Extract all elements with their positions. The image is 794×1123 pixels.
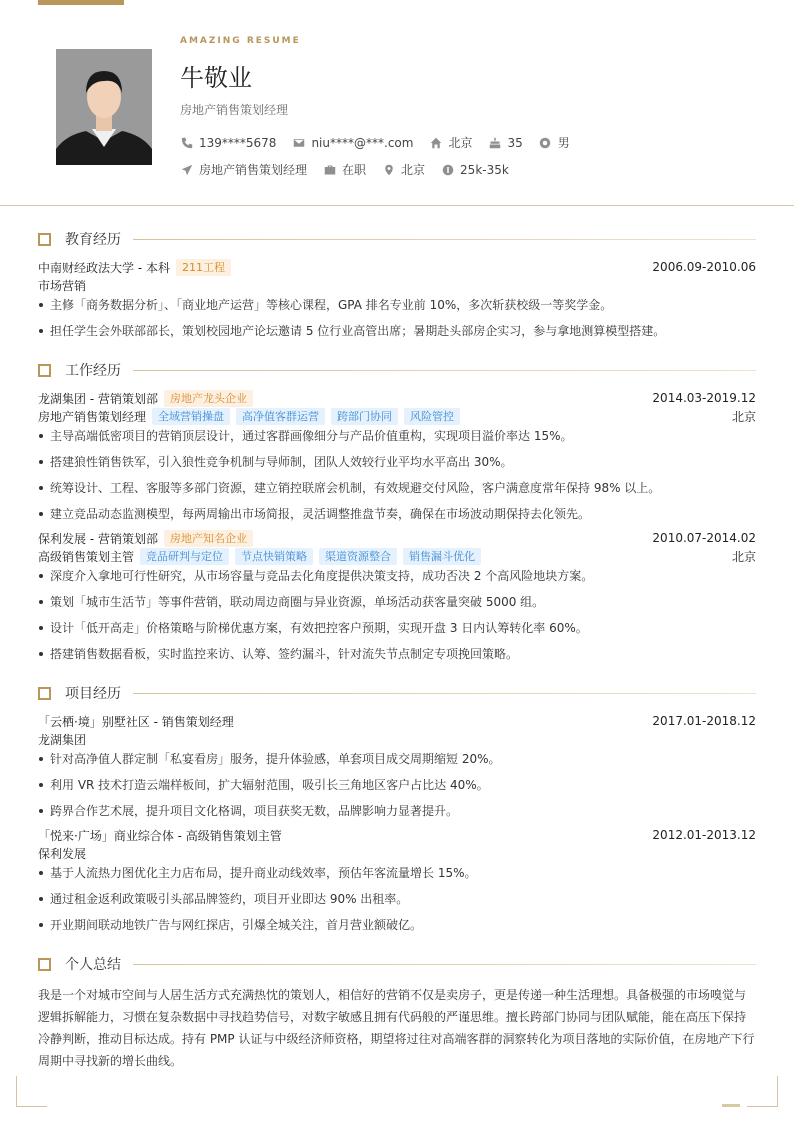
city-text: 北京 — [448, 136, 473, 150]
corner-ornament-right — [747, 1076, 778, 1107]
list-item: 深度介入拿地可行性研究，从市场容量与竞品去化角度提供决策支持，成功否决 2 个高风险地块方案。 — [38, 567, 756, 584]
corner-accent-bar — [722, 1104, 740, 1107]
list-item: 基于人流热力图优化主力店布局，提升商业动线效率，预估年客流量增长 15%。 — [38, 864, 756, 881]
project-name-row — [38, 826, 756, 844]
major-name: 市场营销 — [38, 278, 87, 293]
list-item: 针对高净值人群定制「私宴看房」服务，提升体验感，单套项目成交周期缩短 20%。 — [38, 750, 756, 767]
section-divider — [133, 693, 756, 694]
intent-position-text: 房地产销售策划经理 — [199, 163, 308, 177]
section-square-icon — [38, 364, 51, 377]
list-item: 利用 VR 技术打造云端样板间，扩大辐射范围，吸引长三角地区客户占比达 40%。 — [38, 776, 756, 793]
job-position-row — [38, 407, 756, 425]
summary-title: 个人总结 — [65, 957, 121, 973]
skill-tag: 风险管控 — [404, 408, 460, 425]
list-item: 策划「城市生活节」等事件营销，联动周边商圈与异业资源，单场活动获客量突破 5000 组。 — [38, 593, 756, 610]
section-square-icon — [38, 687, 51, 700]
work-section-header — [38, 362, 756, 378]
resume-eyebrow: AMAZING RESUME — [180, 36, 301, 46]
list-item: 统筹设计、工程、客服等多部门资源，建立销控联席会机制，有效规避交付风险，客户满意度常年保持 98% 以上。 — [38, 479, 756, 496]
list-item: 开业期间联动地铁广告与网红探店，引爆全城关注，首月营业额破亿。 — [38, 916, 756, 933]
intent-city-text: 北京 — [401, 163, 426, 177]
project-org-row — [38, 844, 756, 862]
list-item: 主导高端低密项目的营销顶层设计，通过客群画像细分与产品价值重构，实现项目溢价率达 15%。 — [38, 427, 756, 444]
projects-section-header — [38, 685, 756, 701]
section-square-icon — [38, 958, 51, 971]
list-item: 跨界合作艺术展，提升项目文化格调，项目获奖无数，品牌影响力显著提升。 — [38, 802, 756, 819]
education-section-header — [38, 231, 756, 247]
job-date: 2014.03-2019.12 — [652, 391, 756, 405]
gender-item — [539, 134, 570, 151]
profile-photo — [56, 49, 152, 165]
work-title: 工作经历 — [65, 363, 121, 379]
summary-text: 我是一个对城市空间与人居生活方式充满热忱的策划人，相信好的营销不仅是卖房子，更是传递一种生活理想。具备极强的市场嗅觉与逻辑拆解能力，习惯在复杂数据中寻找趋势信号，对数字敏感且拥有代码般的严谨思维。擅长跨部门协同与团队赋能，能在高压下保持冷静判断，推动目标达成。持有 PMP 认证与中级经济师资格，期望将过往对高端客群的洞察转化为项目落地的实际价值，在房地产下行周期中寻找新的增长曲线。 — [38, 988, 755, 1068]
job-city: 北京 — [731, 409, 756, 424]
project-date: 2012.01-2013.12 — [652, 828, 756, 842]
project-name: 「云栖·境」别墅社区 - 销售策划经理 — [38, 714, 234, 729]
age-item — [488, 136, 522, 150]
status-text: 在职 — [342, 163, 367, 177]
list-item: 建立竞品动态监测模型，每两周输出市场简报，灵活调整推盘节奏，确保在市场波动期保持去化领先。 — [38, 505, 756, 522]
salary-text: 25k-35k — [460, 162, 509, 177]
list-item: 担任学生会外联部部长，策划校园地产论坛邀请 5 位行业高管出席；暑期赴头部房企实习，参与拿地测算模型搭建。 — [38, 322, 756, 339]
company-tag: 房地产龙头企业 — [164, 390, 253, 407]
status-item — [323, 161, 366, 178]
email-text: niu****@***.com — [311, 135, 414, 150]
section-square-icon — [38, 233, 51, 246]
education-major-row — [38, 276, 756, 294]
job-company-row — [38, 529, 756, 547]
company-name: 龙湖集团 - 营销策划部 — [38, 391, 158, 406]
list-item: 设计「低开高走」价格策略与阶梯优惠方案，有效把控客户预期，实现开盘 3 日内认筹转化率 60%。 — [38, 619, 756, 636]
salary-item — [441, 163, 509, 177]
summary-section-header — [38, 956, 756, 972]
corner-ornament-left — [16, 1076, 47, 1107]
skill-tag: 竞品研判与定位 — [140, 548, 229, 565]
job-position: 高级销售策划主管 — [38, 549, 135, 564]
age-text: 35 — [507, 135, 523, 150]
company-name: 保利发展 - 营销策划部 — [38, 531, 158, 546]
project-org: 保利发展 — [38, 846, 87, 861]
school-name: 中南财经政法大学 - 本科 — [38, 260, 170, 275]
cake-icon — [488, 136, 501, 149]
job-company-row — [38, 389, 756, 407]
intent-city-item — [382, 161, 425, 178]
skill-tag: 跨部门协同 — [331, 408, 398, 425]
phone-text: 139****5678 — [199, 135, 277, 150]
skill-tag: 销售漏斗优化 — [403, 548, 481, 565]
gender-icon — [539, 136, 552, 149]
education-date: 2006.09-2010.06 — [652, 260, 756, 274]
city-item — [429, 134, 472, 151]
resume-header — [0, 0, 794, 206]
job-position: 房地产销售策划经理 — [38, 409, 147, 424]
company-tag: 房地产知名企业 — [164, 530, 253, 547]
email-item — [292, 136, 413, 150]
intent-position-item — [180, 161, 307, 178]
skill-tag: 高净值客群运营 — [236, 408, 325, 425]
job-intent-row — [180, 161, 525, 178]
home-icon — [429, 136, 442, 149]
list-item: 通过租金返利政策吸引头部品牌签约，项目开业即达 90% 出租率。 — [38, 890, 756, 907]
phone-item — [180, 136, 276, 150]
job-position-row — [38, 547, 756, 565]
section-divider — [133, 370, 756, 371]
projects-title: 项目经历 — [65, 686, 121, 702]
list-item: 主修「商务数据分析」、「商业地产运营」等核心课程，GPA 排名专业前 10%，多次斩获校级一等奖学金。 — [38, 296, 756, 313]
candidate-name: 牛敬业 — [180, 64, 252, 92]
skill-tag: 节点快销策略 — [235, 548, 313, 565]
job-date: 2010.07-2014.02 — [652, 531, 756, 545]
send-icon — [180, 163, 193, 176]
project-name-row — [38, 712, 756, 730]
location-icon — [382, 163, 395, 176]
contact-info-row — [180, 134, 586, 151]
skill-tag: 渠道资源整合 — [319, 548, 397, 565]
education-title: 教育经历 — [65, 232, 121, 248]
section-divider — [133, 239, 756, 240]
project-org: 龙湖集团 — [38, 732, 87, 747]
phone-icon — [180, 136, 193, 149]
skill-tag: 全域营销操盘 — [152, 408, 230, 425]
candidate-role: 房地产销售策划经理 — [180, 103, 289, 117]
job-city: 北京 — [731, 549, 756, 564]
mail-icon — [292, 136, 305, 149]
education-school-row — [38, 258, 756, 276]
project-date: 2017.01-2018.12 — [652, 714, 756, 728]
list-item: 搭建销售数据看板，实时监控来访、认筹、签约漏斗，针对流失节点制定专项挽回策略。 — [38, 645, 756, 662]
section-divider — [133, 964, 756, 965]
money-icon — [441, 163, 454, 176]
list-item: 搭建狼性销售铁军，引入狼性竞争机制与导师制，团队人效较行业平均水平高出 30%。 — [38, 453, 756, 470]
project-name: 「悦来·广场」商业综合体 - 高级销售策划主管 — [38, 828, 282, 843]
project-org-row — [38, 730, 756, 748]
gender-text: 男 — [557, 136, 570, 150]
briefcase-icon — [323, 163, 336, 176]
school-tag: 211工程 — [176, 259, 231, 276]
